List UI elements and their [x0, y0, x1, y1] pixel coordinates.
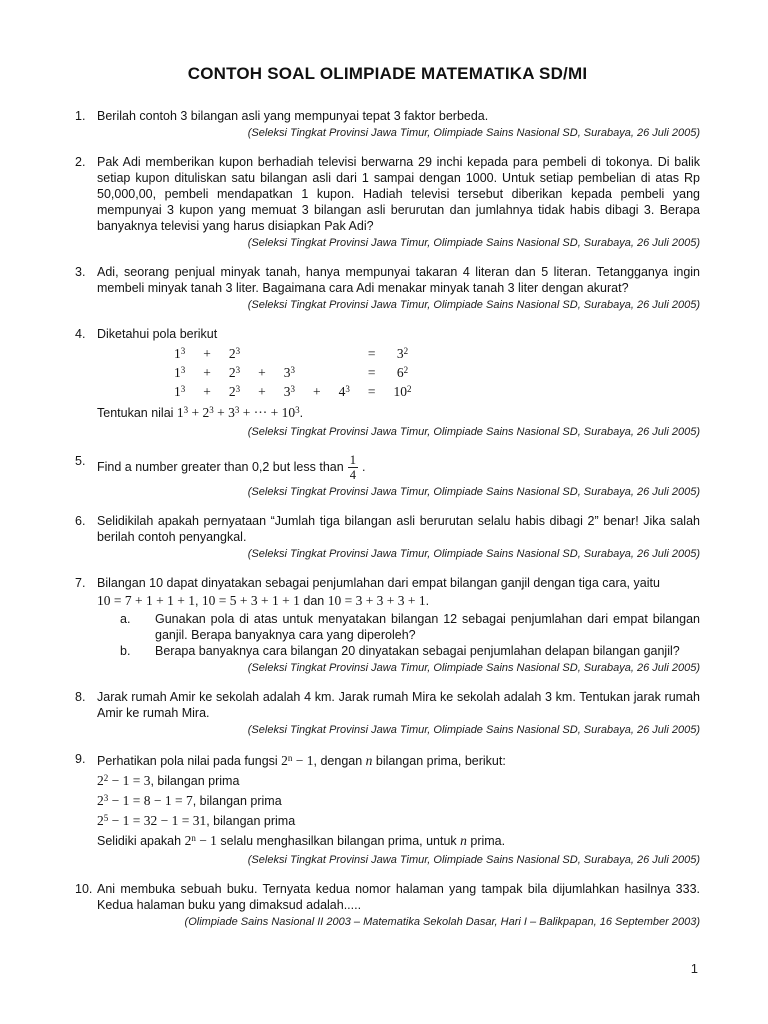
page-number: 1 [690, 961, 698, 976]
problem-number: 10. [75, 881, 93, 896]
problem-intro: Diketahui pola berikut [97, 327, 218, 341]
problem-2 [75, 154, 700, 250]
source-citation: (Seleksi Tingkat Provinsi Jawa Timur, Olimpiade Sains Nasional SD, Surabaya, 26 Juli 2005) [247, 237, 700, 249]
problem-number: 5. [75, 454, 86, 468]
page-title: CONTOH SOAL OLIMPIADE MATEMATIKA SD/MI [187, 64, 588, 83]
problem-number: 8. [75, 689, 86, 704]
problem-text: Find a number greater than 0,2 but less than $\frac{1}{4}$ . [97, 453, 366, 483]
math-expression: $2^n - 1$ [281, 752, 314, 768]
sub-item-a [120, 611, 700, 643]
problem-number: 1. [75, 109, 86, 123]
problem-intro: Bilangan 10 dapat dinyatakan sebagai penjumlahan dari empat bilangan ganjil dengan tiga cara, yaitu [97, 575, 660, 590]
sub-item-label: b. [120, 643, 131, 658]
equation-row: $1^3$ + $2^3$ + $3^3$ + $4^3$ = $10^2$ [174, 384, 412, 399]
problem-number: 4. [75, 327, 86, 341]
problem-10 [75, 881, 700, 929]
source-citation: (Seleksi Tingkat Provinsi Jawa Timur, Olimpiade Sains Nasional SD, Surabaya, 26 Juli 2005) [247, 853, 700, 866]
problem-text: Ani membuka sebuah buku. Ternyata kedua nomor halaman yang tampak bila dijumlahkan hasilnya 333. Kedua halaman buku yang dimaksud adalah..... [97, 881, 700, 912]
problem-text: Jarak rumah Amir ke sekolah adalah 4 km. Jarak rumah Mira ke sekolah adalah 3 km. Tentukan jarak rumah Amir ke rumah Mira. [97, 689, 700, 720]
math-expression: $2^n - 1$ [184, 832, 217, 848]
problem-9 [75, 751, 700, 867]
math-line: $2^3 - 1 = 8 - 1 = 7$, bilangan prima [97, 792, 282, 808]
math-expression: $1^3 + 2^3 + 3^3$ + ··· + $10^3$ [176, 405, 300, 420]
source-citation: (Olimpiade Sains Nasional II 2003 – Matematika Sekolah Dasar, Hari I – Balikpapan, 16 September 2003) [184, 915, 700, 928]
math-line: $2^2 - 1 = 3$, bilangan prima [97, 772, 240, 788]
problem-4 [75, 326, 700, 439]
problem-question: Tentukan nilai $1^3 + 2^3 + 3^3$ + ··· + $10^3$. [97, 405, 304, 420]
source-citation: (Seleksi Tingkat Provinsi Jawa Timur, Olimpiade Sains Nasional SD, Surabaya, 26 Juli 2005) [247, 127, 700, 139]
source-citation: (Seleksi Tingkat Provinsi Jawa Timur, Olimpiade Sains Nasional SD, Surabaya, 26 Juli 2005) [247, 426, 700, 438]
source-citation: (Seleksi Tingkat Provinsi Jawa Timur, Olimpiade Sains Nasional SD, Surabaya, 26 Juli 2005) [247, 299, 700, 311]
source-citation: (Seleksi Tingkat Provinsi Jawa Timur, Olimpiade Sains Nasional SD, Surabaya, 26 Juli 2005) [247, 547, 700, 560]
problem-text: Adi, seorang penjual minyak tanah, hanya mempunyai takaran 4 literan dan 5 literan. Tetangganya ingin membeli minyak tanah 3 liter. Bagaimana cara Adi menakar minyak tanah 3 liter dengan akurat? [97, 265, 700, 295]
problem-intro: Perhatikan pola nilai pada fungsi $2^n - 1$, dengan n bilangan prima, berikut: [97, 752, 506, 768]
problem-number: 7. [75, 575, 86, 590]
source-citation: (Seleksi Tingkat Provinsi Jawa Timur, Olimpiade Sains Nasional SD, Surabaya, 26 Juli 2005) [247, 485, 700, 498]
problem-text: Pak Adi memberikan kupon berhadiah televisi berwarna 29 inchi kepada para pembeli di tokonya. Di balik setiap kupon dituliskan satu bilangan asli dari 1 sampai dengan 1000. Untuk setiap pembelian di atas Rp 50,000,00, pembeli mendapatkan 1 kupon. Hadiah televisi tersebut diberikan kepada pembeli yang mempunyai 3 kupon yang memuat 3 bilangan asli berurutan dan jumlahnya tidak habis dibagi 3. Berapa banyaknya televisi yang harus disiapkan Pak Adi? [97, 155, 700, 233]
problem-question: Selidiki apakah $2^n - 1$ selalu menghasilkan bilangan prima, untuk n prima. [97, 832, 506, 848]
fraction: $\frac{1}{4}$ [349, 453, 356, 483]
problem-text: Selidikilah apakah pernyataan “Jumlah tiga bilangan asli berurutan selalu habis dibagi 2” benar! Jika salah berilah contoh penyangkal. [97, 513, 700, 544]
problem-1 [75, 108, 700, 140]
source-citation: (Seleksi Tingkat Provinsi Jawa Timur, Olimpiade Sains Nasional SD, Surabaya, 26 Juli 2005) [247, 723, 700, 736]
equation-row: $1^3$ + $2^3$ + $3^3$ = $6^2$ [174, 365, 409, 380]
problem-number: 3. [75, 265, 86, 279]
content-area [75, 64, 700, 943]
math-line: 10 = 7 + 1 + 1 + 1, 10 = 5 + 3 + 1 + 1 dan 10 = 3 + 3 + 3 + 1. [97, 592, 430, 608]
equation-row: $1^3$ + $2^3$ = $3^2$ [174, 346, 409, 361]
problem-text: Berilah contoh 3 bilangan asli yang mempunyai tepat 3 faktor berbeda. [97, 109, 489, 123]
problem-5 [75, 453, 700, 499]
problem-number: 2. [75, 155, 86, 169]
math-line: $2^5 - 1 = 32 - 1 = 31$, bilangan prima [97, 812, 296, 828]
source-citation: (Seleksi Tingkat Provinsi Jawa Timur, Olimpiade Sains Nasional SD, Surabaya, 26 Juli 2005) [247, 661, 700, 674]
problem-3 [75, 264, 700, 312]
sub-item-text: Berapa banyaknya cara bilangan 20 dinyatakan sebagai penjumlahan delapan bilangan ganjil? [155, 643, 680, 658]
problem-number: 9. [75, 751, 86, 766]
sub-item-label: a. [120, 611, 131, 626]
sub-item-text: Gunakan pola di atas untuk menyatakan bilangan 12 sebagai penjumlahan dari empat bilangan ganjil. Berapa banyaknya cara yang diperoleh? [155, 611, 700, 642]
equation-table [165, 344, 421, 401]
problem-7 [75, 575, 700, 675]
problem-number: 6. [75, 513, 86, 528]
math-variable: n [460, 832, 467, 848]
problem-6 [75, 513, 700, 561]
math-variable: n [365, 752, 373, 768]
sub-item-b [120, 643, 700, 659]
problem-8 [75, 689, 700, 737]
